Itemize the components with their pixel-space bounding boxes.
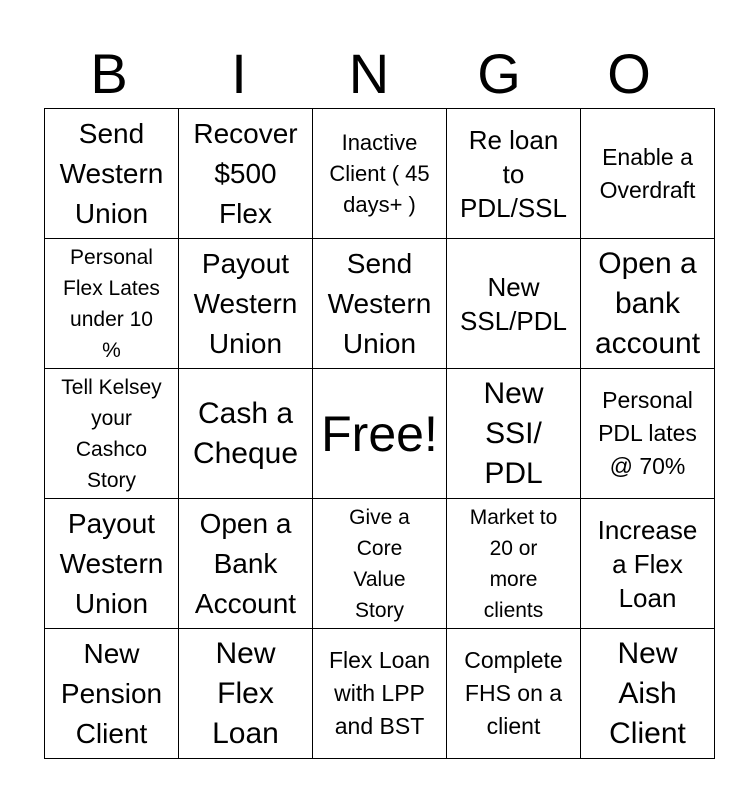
bingo-cell[interactable]: Payout Western Union — [45, 499, 179, 629]
bingo-cell[interactable]: Enable a Overdraft — [581, 109, 715, 239]
bingo-header — [44, 44, 694, 104]
bingo-cell[interactable]: New SSL/PDL — [447, 239, 581, 369]
header-letter-b: B — [90, 42, 128, 105]
bingo-cell[interactable]: Complete FHS on a client — [447, 629, 581, 759]
bingo-cell[interactable]: Personal Flex Lates under 10 % — [45, 239, 179, 369]
bingo-cell[interactable]: Open a bank account — [581, 239, 715, 369]
bingo-cell[interactable]: Market to 20 or more clients — [447, 499, 581, 629]
bingo-cell[interactable]: New Aish Client — [581, 629, 715, 759]
header-letter-o: O — [607, 42, 651, 105]
bingo-cell[interactable]: Personal PDL lates @ 70% — [581, 369, 715, 499]
bingo-cell[interactable]: Payout Western Union — [179, 239, 313, 369]
free-cell[interactable]: Free! — [313, 369, 447, 499]
grid-row — [45, 369, 715, 499]
header-letter-g: G — [477, 42, 521, 105]
header-letter-n: N — [348, 42, 390, 105]
bingo-cell[interactable]: Tell Kelsey your Cashco Story — [45, 369, 179, 499]
bingo-cell[interactable]: Recover $500 Flex — [179, 109, 313, 239]
bingo-cell[interactable]: Flex Loan with LPP and BST — [313, 629, 447, 759]
bingo-cell[interactable]: Send Western Union — [45, 109, 179, 239]
bingo-cell[interactable]: New SSI/ PDL — [447, 369, 581, 499]
bingo-cell[interactable]: Send Western Union — [313, 239, 447, 369]
grid-row — [45, 499, 715, 629]
bingo-grid — [44, 108, 715, 759]
bingo-cell[interactable]: New Flex Loan — [179, 629, 313, 759]
grid-row — [45, 239, 715, 369]
bingo-cell[interactable]: Give a Core Value Story — [313, 499, 447, 629]
grid-row — [45, 109, 715, 239]
bingo-cell[interactable]: Open a Bank Account — [179, 499, 313, 629]
bingo-cell[interactable]: New Pension Client — [45, 629, 179, 759]
bingo-cell[interactable]: Re loan to PDL/SSL — [447, 109, 581, 239]
bingo-cell[interactable]: Increase a Flex Loan — [581, 499, 715, 629]
bingo-cell[interactable]: Cash a Cheque — [179, 369, 313, 499]
header-letter-i: I — [231, 42, 247, 105]
grid-row — [45, 629, 715, 759]
bingo-cell[interactable]: Inactive Client ( 45 days+ ) — [313, 109, 447, 239]
